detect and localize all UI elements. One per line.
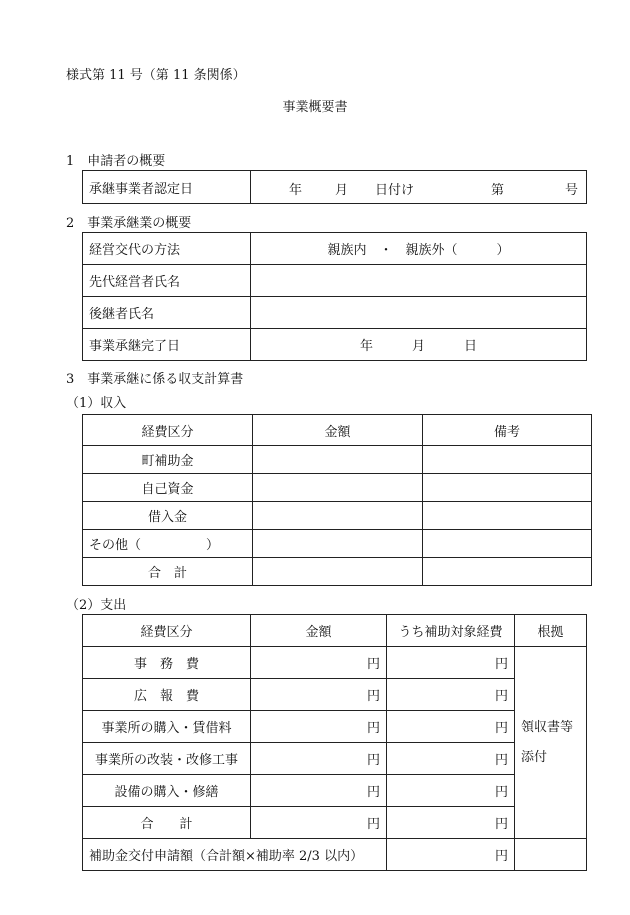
income-remarks-cell[interactable] xyxy=(423,558,592,586)
income-heading: （1）収入 xyxy=(66,396,127,411)
expense-row-label: 事業所の改装・改修工事 xyxy=(83,743,251,775)
section3-heading: 3 事業承継に係る収支計算書 xyxy=(66,372,244,387)
table-row xyxy=(83,474,592,502)
expense-header-basis: 根拠 xyxy=(515,615,587,647)
expense-eligible-cell[interactable]: 円 xyxy=(387,647,515,679)
subsidy-request-amount[interactable]: 円 xyxy=(387,839,515,871)
table-row xyxy=(83,233,587,265)
expense-eligible-cell[interactable]: 円 xyxy=(387,743,515,775)
expense-table xyxy=(82,614,587,871)
income-table xyxy=(82,414,592,586)
table-row xyxy=(83,679,587,711)
income-remarks-cell[interactable] xyxy=(423,446,592,474)
table-row xyxy=(83,615,587,647)
expense-eligible-cell[interactable]: 円 xyxy=(387,775,515,807)
income-amount-cell[interactable] xyxy=(253,530,423,558)
expense-amount-cell[interactable]: 円 xyxy=(251,711,387,743)
expense-header-category: 経費区分 xyxy=(83,615,251,647)
certification-date-cell[interactable] xyxy=(251,171,587,204)
income-row-label: その他（ ） xyxy=(83,530,253,558)
number-prefix-label: 第 xyxy=(491,183,505,198)
section2-heading: 2 事業承継業の概要 xyxy=(66,216,192,231)
table-row xyxy=(83,775,587,807)
previous-manager-field[interactable] xyxy=(251,265,587,297)
income-remarks-cell[interactable] xyxy=(423,530,592,558)
income-remarks-cell[interactable] xyxy=(423,502,592,530)
income-amount-cell[interactable] xyxy=(253,558,423,586)
section1-heading: 1 申請者の概要 xyxy=(66,154,166,169)
table-row xyxy=(83,265,587,297)
income-header-remarks: 備考 xyxy=(423,415,592,446)
expense-total-label: 合 計 xyxy=(83,807,251,839)
expense-heading: （2）支出 xyxy=(66,598,127,613)
income-amount-cell[interactable] xyxy=(253,474,423,502)
basis-line-2: 添付 xyxy=(521,749,548,765)
expense-row-label: 事 務 費 xyxy=(83,647,251,679)
income-remarks-cell[interactable] xyxy=(423,474,592,502)
expense-eligible-cell[interactable]: 円 xyxy=(387,679,515,711)
date-month-label: 月 xyxy=(335,183,349,198)
completion-date-label: 事業承継完了日 xyxy=(83,329,251,361)
expense-row-label: 広 報 費 xyxy=(83,679,251,711)
subsidy-request-label: 補助金交付申請額（合計額×補助率 2/3 以内） xyxy=(83,839,387,871)
successor-name-field[interactable] xyxy=(251,297,587,329)
date-day-label: 日付け xyxy=(375,183,415,198)
table-row xyxy=(83,297,587,329)
completion-date-value[interactable]: 年 月 日 xyxy=(251,329,587,361)
succession-method-label: 経営交代の方法 xyxy=(83,233,251,265)
applicant-table xyxy=(82,170,587,204)
table-row xyxy=(83,329,587,361)
expense-eligible-cell[interactable]: 円 xyxy=(387,711,515,743)
table-row xyxy=(83,743,587,775)
table-row xyxy=(83,171,587,204)
table-row xyxy=(83,807,587,839)
subsidy-request-blank xyxy=(515,839,587,871)
document-title: 事業概要書 xyxy=(282,100,348,115)
form-number: 様式第 11 号（第 11 条関係） xyxy=(66,68,246,83)
table-row xyxy=(83,711,587,743)
expense-row-label: 事業所の購入・賃借料 xyxy=(83,711,251,743)
table-row xyxy=(83,558,592,586)
expense-amount-cell[interactable]: 円 xyxy=(251,647,387,679)
income-amount-cell[interactable] xyxy=(253,446,423,474)
expense-row-label: 設備の購入・修繕 xyxy=(83,775,251,807)
succession-table xyxy=(82,232,587,361)
income-total-label: 合 計 xyxy=(83,558,253,586)
income-row-label: 自己資金 xyxy=(83,474,253,502)
expense-amount-cell[interactable]: 円 xyxy=(251,743,387,775)
expense-amount-cell[interactable]: 円 xyxy=(251,679,387,711)
income-header-amount: 金額 xyxy=(253,415,423,446)
table-row xyxy=(83,415,592,446)
income-row-label: 借入金 xyxy=(83,502,253,530)
income-row-label: 町補助金 xyxy=(83,446,253,474)
table-row xyxy=(83,647,587,679)
expense-amount-cell[interactable]: 円 xyxy=(251,775,387,807)
income-header-category: 経費区分 xyxy=(83,415,253,446)
previous-manager-label: 先代経営者氏名 xyxy=(83,265,251,297)
table-row xyxy=(83,839,587,871)
basis-line-1: 領収書等 xyxy=(521,719,574,735)
expense-eligible-cell[interactable]: 円 xyxy=(387,807,515,839)
certification-date-label: 承継事業者認定日 xyxy=(83,171,251,204)
expense-amount-cell[interactable]: 円 xyxy=(251,807,387,839)
number-suffix-label: 号 xyxy=(565,183,579,198)
expense-header-eligible: うち補助対象経費 xyxy=(387,615,515,647)
date-year-label: 年 xyxy=(289,183,303,198)
table-row xyxy=(83,530,592,558)
expense-header-amount: 金額 xyxy=(251,615,387,647)
successor-name-label: 後継者氏名 xyxy=(83,297,251,329)
expense-basis-cell xyxy=(515,647,587,839)
table-row xyxy=(83,502,592,530)
succession-method-value[interactable]: 親族内 ・ 親族外（ ） xyxy=(251,233,587,265)
table-row xyxy=(83,446,592,474)
income-amount-cell[interactable] xyxy=(253,502,423,530)
